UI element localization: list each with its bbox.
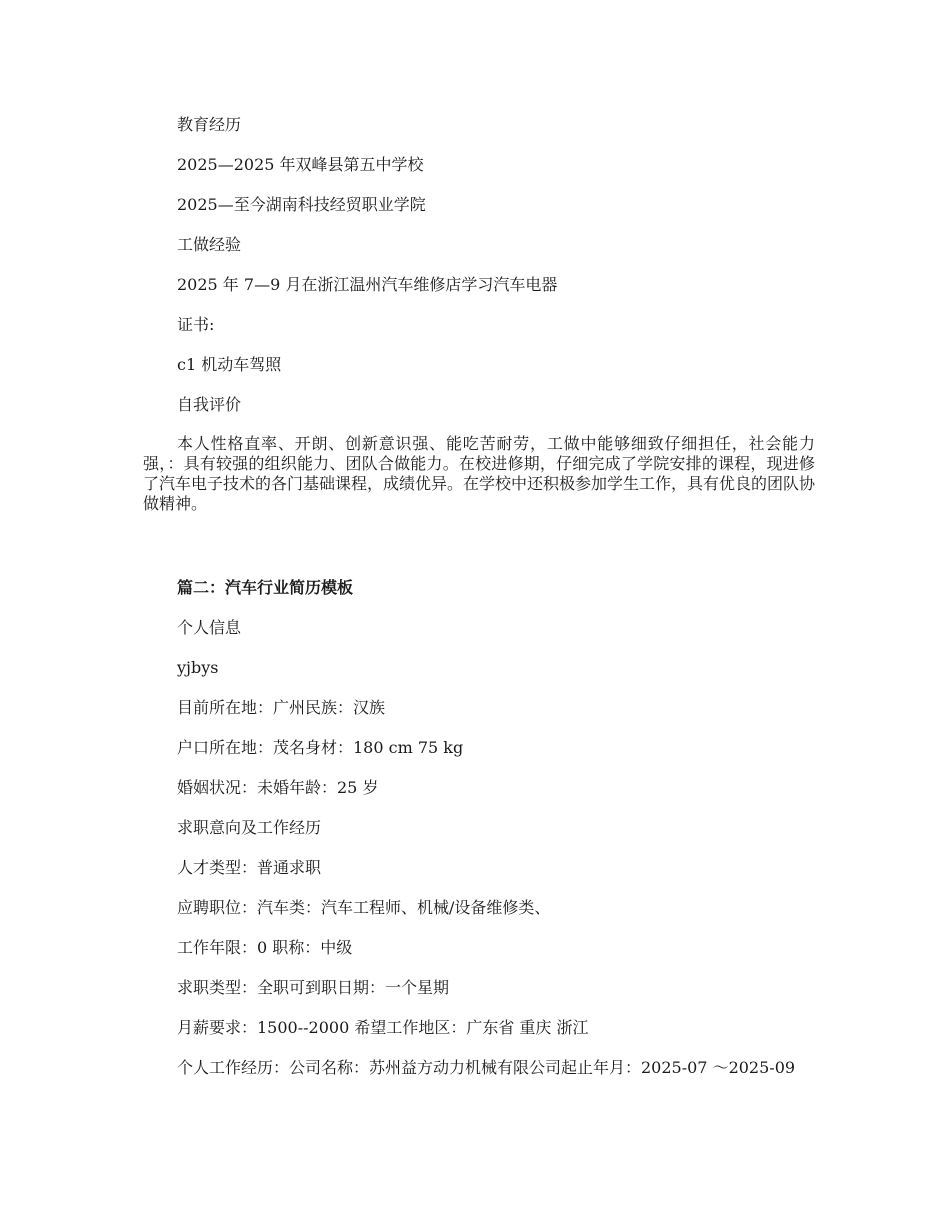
- self-evaluation-title: 自我评价: [177, 395, 242, 414]
- work-experience-entry: 2025 年 7—9 月在浙江温州汽车维修店学习汽车电器: [177, 275, 558, 294]
- hukou-line: 户口所在地：茂名身材：180 cm 75 kg: [177, 738, 464, 757]
- work-history-paragraph: 个人工作经历：公司名称：苏州益方动力机械有限公司起止年月：2025-07 ～2025-09: [177, 1058, 796, 1077]
- location-line: 目前所在地：广州民族：汉族: [177, 698, 386, 717]
- marital-line: 婚姻状况：未婚年龄：25 岁: [177, 778, 379, 797]
- talent-type-line: 人才类型：普通求职: [177, 858, 322, 877]
- salary-line: 月薪要求：1500--2000 希望工作地区：广东省 重庆 浙江: [177, 1018, 589, 1037]
- years-line: 工作年限：0 职称：中级: [177, 938, 353, 957]
- education-entry-2: 2025—至今湖南科技经贸职业学院: [177, 195, 426, 214]
- position-line: 应聘职位：汽车类：汽车工程师、机械/设备维修类、: [177, 898, 551, 917]
- work-experience-title: 工做经验: [177, 235, 242, 254]
- personal-info-title: 个人信息: [177, 618, 242, 637]
- section-heading: 篇二：汽车行业简历模板: [177, 578, 354, 597]
- certificate-title: 证书:: [177, 315, 215, 334]
- job-type-line: 求职类型：全职可到职日期：一个星期: [177, 978, 450, 997]
- self-evaluation-paragraph: 本人性格直率、开朗、创新意识强、能吃苦耐劳，工做中能够细致仔细担任，社会能力强，：具有较强的组织能力、团队合做能力。在校进修期，仔细完成了学院安排的课程，现进修了汽车电子技术的各门基础课程，成绩优异。在学校中还积极参加学生工作，具有优良的团队协做精神。: [143, 434, 816, 513]
- name-line: yjbys: [177, 658, 219, 677]
- education-title: 教育经历: [177, 115, 242, 134]
- job-intent-title: 求职意向及工作经历: [177, 818, 322, 837]
- certificate-entry: c1 机动车驾照: [177, 355, 282, 374]
- education-entry-1: 2025—2025 年双峰县第五中学校: [177, 155, 424, 174]
